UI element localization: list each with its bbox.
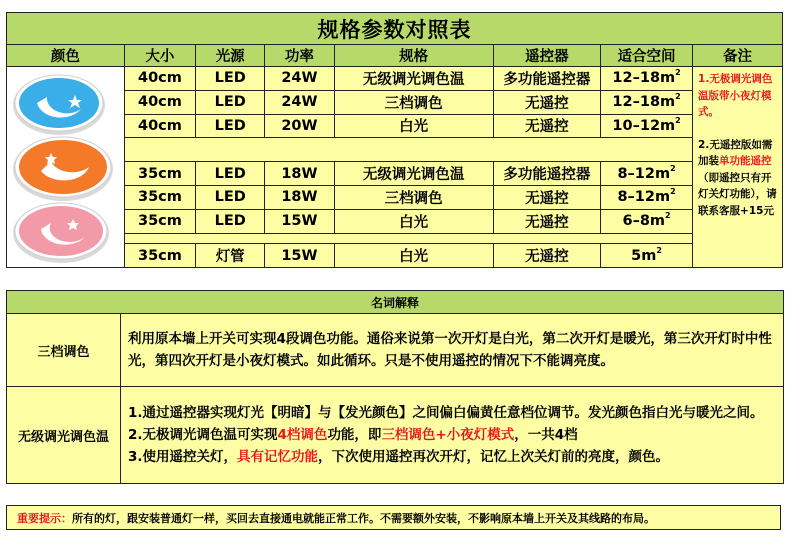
row-power: 20W xyxy=(265,114,334,138)
row-spec: 三档调色 xyxy=(334,90,493,114)
row-size: 40cm xyxy=(124,114,195,138)
space-value: 8–12m xyxy=(617,165,671,182)
row-light: LED xyxy=(196,67,265,91)
space-value: 5m xyxy=(631,247,657,264)
remark-1: 1.无极调光调色温版带小夜灯模式。 xyxy=(698,73,773,118)
row-space xyxy=(601,185,693,209)
row-remote: 多功能遥控器 xyxy=(493,162,600,186)
row-spec: 三档调色 xyxy=(334,185,493,209)
line2-e: ，一共4档 xyxy=(514,427,578,443)
orange-lamp-image xyxy=(13,137,113,201)
row-space xyxy=(601,114,693,138)
spacer-cell xyxy=(124,233,692,244)
row-power: 15W xyxy=(265,244,334,268)
header-size: 大小 xyxy=(124,45,195,67)
glossary-row xyxy=(7,387,784,484)
remark-2 xyxy=(698,137,779,220)
row-spec: 白光 xyxy=(334,114,493,138)
line2-d: 三档调色+小夜灯模式 xyxy=(381,427,515,443)
space-unit-sup: 2 xyxy=(670,187,676,197)
spec-header-row xyxy=(7,45,783,67)
row-light: LED xyxy=(196,162,265,186)
header-remarks: 备注 xyxy=(693,45,783,67)
line3-b: 具有记忆功能 xyxy=(237,449,319,465)
row-size: 40cm xyxy=(124,90,195,114)
space-value: 10–12m xyxy=(612,117,676,134)
row-remote: 无遥控 xyxy=(493,90,600,114)
header-power: 功率 xyxy=(265,45,334,67)
glossary-term: 无级调光调色温 xyxy=(7,387,121,484)
row-remote: 无遥控 xyxy=(493,185,600,209)
glossary-line-2 xyxy=(128,424,777,446)
row-size: 35cm xyxy=(124,185,195,209)
space-unit-sup: 2 xyxy=(675,115,681,125)
glossary-row xyxy=(7,314,784,387)
row-space xyxy=(601,162,693,186)
line3-a: 3.使用遥控关灯， xyxy=(128,449,238,465)
row-power: 24W xyxy=(265,90,334,114)
remark-2-c: （即遥控只有开灯关灯功能），请联系客服+15元 xyxy=(698,171,777,217)
glossary-term: 三档调色 xyxy=(7,314,121,387)
row-size: 35cm xyxy=(124,162,195,186)
row-size: 35cm xyxy=(124,244,195,268)
row-light: LED xyxy=(196,114,265,138)
row-remote: 无遥控 xyxy=(493,114,600,138)
row-size: 35cm xyxy=(124,209,195,233)
row-spec: 白光 xyxy=(334,209,493,233)
blue-lamp-image xyxy=(13,75,105,135)
notice-label: 重要提示： xyxy=(17,512,72,525)
remark-2-b: 单功能遥控 xyxy=(719,155,772,167)
spacer-cell xyxy=(124,138,692,162)
row-remote: 无遥控 xyxy=(493,244,600,268)
row-power: 18W xyxy=(265,185,334,209)
remarks-cell xyxy=(693,67,783,268)
space-unit-sup: 2 xyxy=(670,163,676,173)
notice-text: 所有的灯，跟安装普通灯一样，买回去直接通电就能正常工作。不需要额外安装，不影响原本墙上开关及其线路的布局。 xyxy=(72,512,655,525)
header-spec: 规格 xyxy=(334,45,493,67)
space-value: 12–18m xyxy=(612,70,676,87)
space-unit-sup: 2 xyxy=(656,245,662,255)
header-color: 颜色 xyxy=(7,45,125,67)
row-size: 40cm xyxy=(124,67,195,91)
header-space: 适合空间 xyxy=(601,45,693,67)
header-light-source: 光源 xyxy=(196,45,265,67)
space-value: 8–12m xyxy=(617,189,671,206)
glossary-desc xyxy=(121,387,784,484)
important-notice xyxy=(6,505,781,530)
row-power: 15W xyxy=(265,209,334,233)
row-light: LED xyxy=(196,185,265,209)
space-value: 6–8m xyxy=(622,213,666,230)
spec-title: 规格参数对照表 xyxy=(7,13,783,45)
row-remote: 多功能遥控器 xyxy=(493,67,600,91)
row-space xyxy=(601,244,693,268)
lamp-illustrations xyxy=(7,67,119,267)
line2-a: 2.无极调光调色温可实现 xyxy=(128,427,278,443)
header-remote: 遥控器 xyxy=(493,45,600,67)
row-light: 灯管 xyxy=(196,244,265,268)
row-spec: 无级调光调色温 xyxy=(334,67,493,91)
row-space xyxy=(601,67,693,91)
row-space xyxy=(601,209,693,233)
space-value: 12–18m xyxy=(612,94,676,111)
row-spec: 无级调光调色温 xyxy=(334,162,493,186)
spec-table xyxy=(6,12,783,268)
lamp-images xyxy=(7,67,125,268)
row-light: LED xyxy=(196,209,265,233)
line2-b: 4档调色 xyxy=(277,427,328,443)
space-unit-sup: 2 xyxy=(675,68,681,78)
pink-lamp-image xyxy=(13,203,109,263)
row-remote: 无遥控 xyxy=(493,209,600,233)
space-unit-sup: 2 xyxy=(665,211,671,221)
line3-c: ，下次使用遥控再次开灯，记忆上次关灯前的亮度，颜色。 xyxy=(318,449,670,465)
row-space xyxy=(601,90,693,114)
row-light: LED xyxy=(196,90,265,114)
glossary-line-3 xyxy=(128,446,777,468)
line2-c: 功能，即 xyxy=(327,427,382,443)
space-unit-sup: 2 xyxy=(675,92,681,102)
glossary-table xyxy=(6,290,784,484)
row-spec: 白光 xyxy=(334,244,493,268)
glossary-heading: 名词解释 xyxy=(7,291,784,314)
remark-2-a: 2.无遥控版如需加装 xyxy=(698,138,773,167)
spec-row xyxy=(7,67,783,91)
glossary-desc: 利用原本墙上开关可实现4段调色功能。通俗来说第一次开灯是白光，第二次开灯是暖光，第三次开灯时中性光，第四次开灯是小夜灯模式。如此循环。只是不使用遥控的情况下不能调亮度。 xyxy=(121,314,784,387)
glossary-line-1: 1.通过遥控器实现灯光【明暗】与【发光颜色】之间偏白偏黄任意档位调节。发光颜色指白光与暖光之间。 xyxy=(128,405,764,421)
row-power: 18W xyxy=(265,162,334,186)
row-power: 24W xyxy=(265,67,334,91)
